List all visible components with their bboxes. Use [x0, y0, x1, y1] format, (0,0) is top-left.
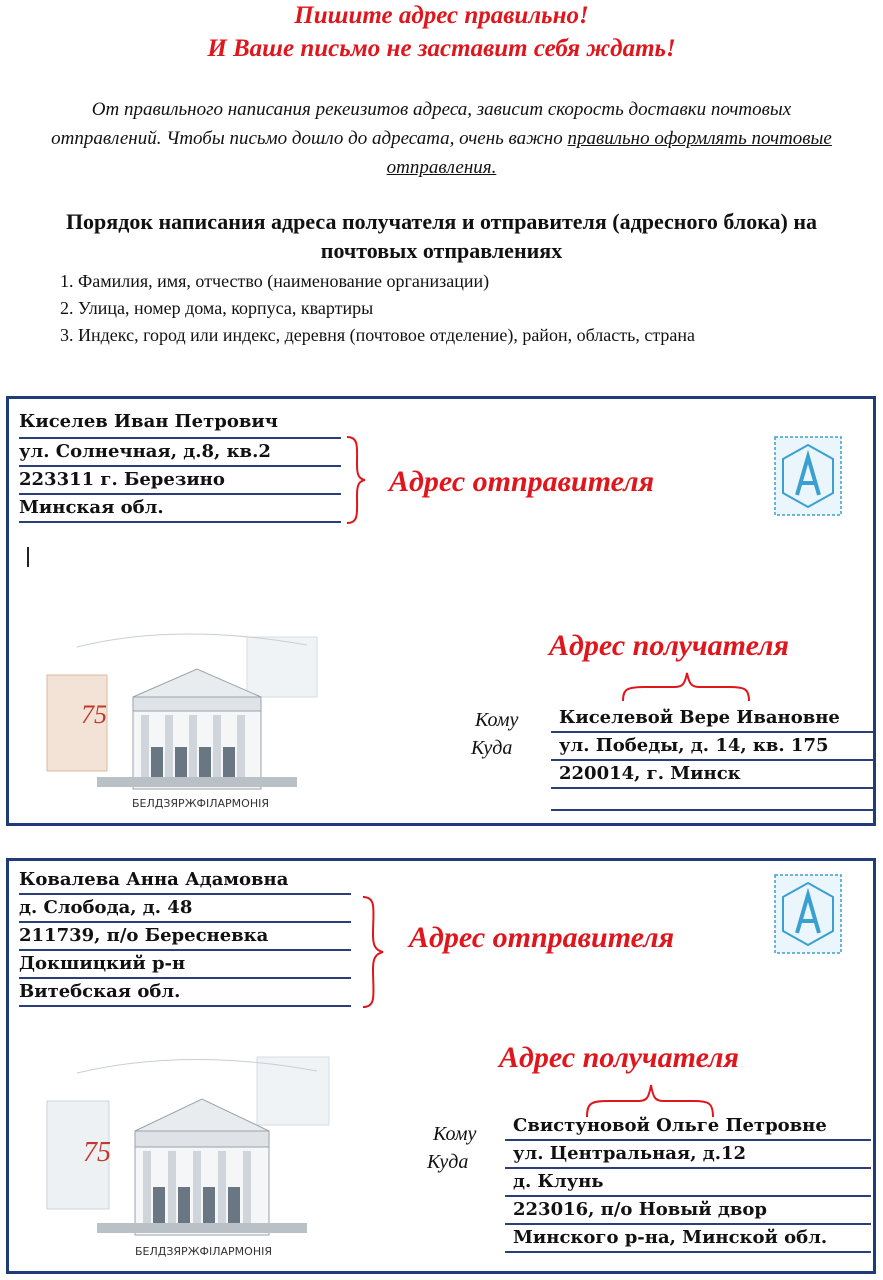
curly-brace-icon: [345, 435, 367, 525]
recipient-line: ул. Победы, д. 14, кв. 175: [551, 733, 873, 761]
list-item: 1. Фамилия, имя, отчество (наименование организации): [60, 271, 490, 291]
kuda-label: Куда: [427, 1151, 469, 1173]
postage-stamp-icon: [773, 873, 843, 955]
sender-line: ул. Солнечная, д.8, кв.2: [19, 439, 341, 467]
recipient-line: 223016, п/о Новый двор: [505, 1197, 871, 1225]
recipient-line: Свистуновой Ольге Петровне: [505, 1113, 871, 1141]
list-item: 2. Улица, номер дома, корпуса, квартиры: [60, 298, 374, 318]
stamp-caption: БЕЛДЗЯРЖФІЛАРМОНІЯ: [135, 1245, 272, 1258]
page-title-line1: Пишите адрес правильно!: [294, 2, 589, 29]
intro-paragraph: [40, 95, 843, 182]
recipient-blank-line: [551, 809, 873, 811]
sender-address-label: Адрес отправителя: [409, 921, 675, 954]
sender-line: Докшицкий р-н: [19, 951, 351, 979]
sender-line: 211739, п/о Бересневка: [19, 923, 351, 951]
page-title-line2: И Ваше письмо не заставит себя ждать!: [207, 35, 676, 62]
komu-label: Кому: [475, 709, 519, 731]
intro-text: От правильного написания рекеизитов адреса, зависит скорость доставки почтовых отправлений. Чтобы письмо дошло до адресата, очень важно: [51, 99, 792, 149]
envelope-example-2: [6, 858, 876, 1274]
postage-stamp-icon: [773, 435, 843, 517]
text-cursor: [27, 547, 29, 567]
list-item: 3. Индекс, город или индекс, деревня (почтовое отделение), район, область, страна: [60, 325, 696, 345]
envelope-example-1: [6, 396, 876, 826]
recipient-address-label: Адрес получателя: [499, 1041, 739, 1074]
kuda-label: Куда: [471, 737, 513, 759]
curly-brace-icon: [361, 895, 385, 1009]
sender-line: 223311 г. Березино: [19, 467, 341, 495]
sender-line: д. Слобода, д. 48: [19, 895, 351, 923]
sender-line: Ковалева Анна Адамовна: [19, 867, 351, 895]
recipient-address-label: Адрес получателя: [549, 629, 789, 662]
building-illustration-icon: [37, 1051, 337, 1261]
building-illustration-icon: [37, 627, 327, 812]
sender-line: Киселев Иван Петрович: [19, 411, 278, 432]
stamp-caption: БЕЛДЗЯРЖФІЛАРМОНІЯ: [132, 797, 269, 810]
recipient-line: ул. Центральная, д.12: [505, 1141, 871, 1169]
recipient-line: Минского р-на, Минской обл.: [505, 1225, 871, 1253]
rules-heading: Порядок написания адреса получателя и отправителя (адресного блока) на почтовых отправлениях: [65, 209, 818, 263]
stamp-number: 75: [81, 700, 107, 729]
intro-underlined: правильно оформлять почтовые отправления.: [386, 128, 832, 178]
recipient-line: Киселевой Вере Ивановне: [551, 705, 873, 733]
curly-brace-icon: [621, 671, 751, 703]
stamp-number: 75: [83, 1137, 111, 1168]
sender-line: Минская обл.: [19, 495, 341, 523]
sender-line: Витебская обл.: [19, 979, 351, 1007]
recipient-line: 220014, г. Минск: [551, 761, 873, 789]
komu-label: Кому: [433, 1123, 477, 1145]
recipient-line: д. Клунь: [505, 1169, 871, 1197]
rules-list: [60, 268, 863, 349]
sender-address-label: Адрес отправителя: [389, 465, 655, 498]
